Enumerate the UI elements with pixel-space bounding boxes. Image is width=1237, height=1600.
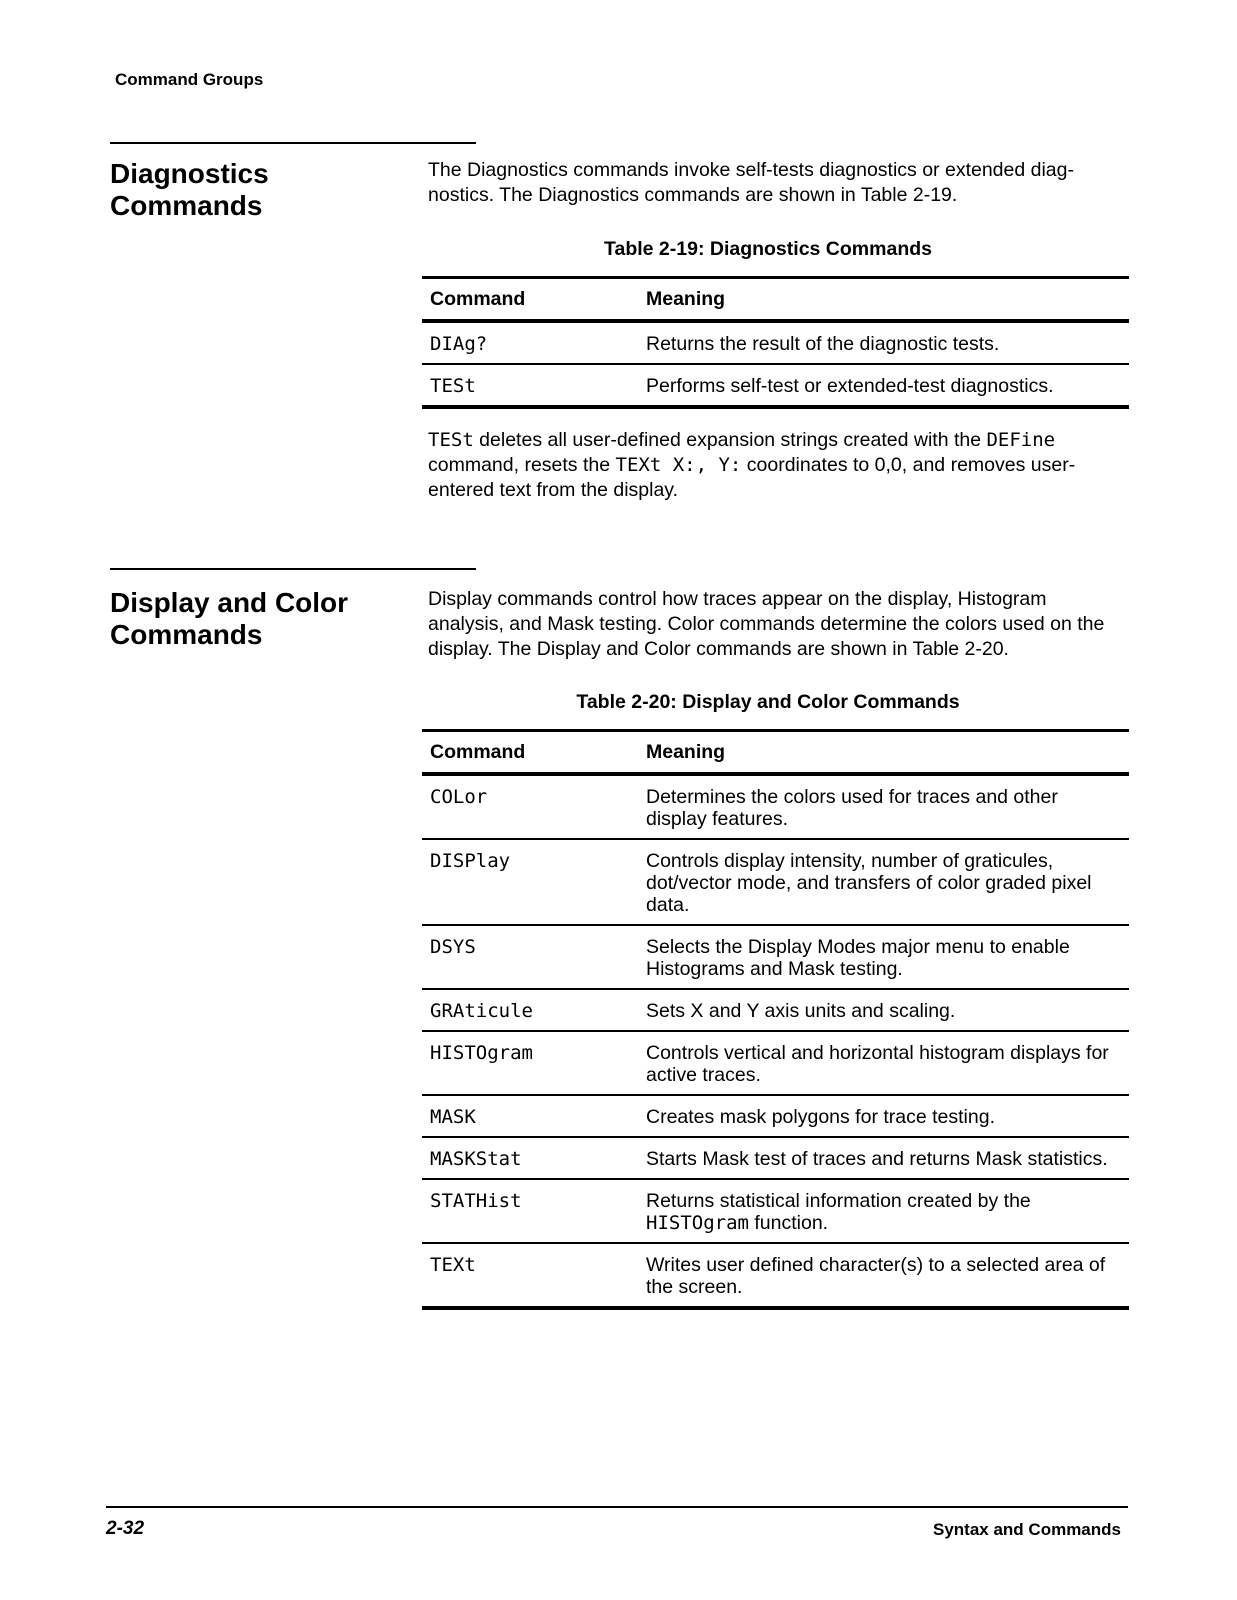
table-row (422, 1095, 1129, 1137)
table-header-row (422, 278, 1129, 322)
diagnostics-note-block (428, 428, 1108, 503)
table-row (422, 1243, 1129, 1308)
command-cell: STATHist (422, 1179, 638, 1243)
meaning-text: function. (748, 1212, 829, 1234)
inline-code: HISTOgram (646, 1212, 749, 1234)
display-title-line1: Display and Color (110, 587, 349, 618)
command-cell: HISTOgram (422, 1031, 638, 1095)
command-cell: TEXt (430, 1254, 476, 1276)
meaning-text: Returns statistical information created by the (646, 1190, 1031, 1212)
column-header-meaning: Meaning (638, 278, 1129, 322)
table-row (422, 839, 1129, 925)
display-table (422, 729, 1129, 1310)
meaning-cell: Selects the Display Modes major menu to enable Histograms and Mask testing. (638, 925, 1129, 989)
command-cell: COLor (422, 774, 638, 839)
section-divider (110, 142, 476, 144)
table-row (422, 925, 1129, 989)
page-number: 2-32 (106, 1518, 145, 1539)
table-row (422, 321, 1129, 364)
table-row (422, 774, 1129, 839)
table-row (422, 1031, 1129, 1095)
command-cell: DIAg? (422, 321, 638, 364)
table-row (422, 989, 1129, 1031)
footer-divider (106, 1506, 1128, 1508)
display-title-line2: Commands (110, 619, 263, 650)
meaning-cell: Controls vertical and horizontal histogram displays for active traces. (638, 1031, 1129, 1095)
command-cell: DISPlay (422, 839, 638, 925)
table-row (422, 364, 1129, 407)
diagnostics-note (428, 428, 1108, 503)
table-row (422, 1179, 1129, 1243)
diagnostics-table (422, 276, 1129, 409)
display-intro-block (428, 587, 1108, 662)
table-header-row (422, 731, 1129, 775)
column-header-command: Command (422, 278, 638, 322)
note-text: command, resets the (428, 454, 616, 476)
display-section-title (110, 587, 410, 651)
diagnostics-title-line2: Commands (110, 190, 263, 221)
footer-section-title: Syntax and Commands (933, 1520, 1121, 1539)
meaning-cell: Controls display intensity, number of graticules, dot/vector mode, and transfers of color graded pixel data. (638, 839, 1129, 925)
diagnostics-intro: The Diagnostics commands invoke self-tests diagnostics or extended diag-nostics. The Diagnostics commands are shown in Table 2-19. (428, 159, 1074, 206)
inline-code: TEXt X:, Y: (615, 454, 742, 476)
column-header-command: Command (422, 731, 638, 775)
command-cell: GRAticule (422, 989, 638, 1031)
column-header-meaning: Meaning (638, 731, 1129, 775)
meaning-cell (638, 1179, 1129, 1243)
diagnostics-title-line1: Diagnostics (110, 158, 269, 189)
diagnostics-table-caption: Table 2-19: Diagnostics Commands (604, 238, 932, 260)
note-text: coordinates to 0,0, and removes user-entered text from the display. (428, 454, 1076, 501)
table-row (422, 1137, 1129, 1179)
meaning-cell: Performs self-test or extended-test diagnostics. (646, 375, 1054, 397)
meaning-cell: Starts Mask test of traces and returns Mask statistics. (638, 1137, 1129, 1179)
display-table-caption: Table 2-20: Display and Color Commands (576, 691, 960, 713)
inline-code: DEFine (986, 429, 1056, 451)
note-text: deletes all user-defined expansion strings created with the (473, 429, 987, 451)
command-cell: MASKStat (422, 1137, 638, 1179)
diagnostics-section-title (110, 158, 410, 222)
running-head: Command Groups (115, 70, 264, 89)
meaning-cell: Writes user defined character(s) to a selected area of the screen. (646, 1254, 1106, 1298)
command-cell: DSYS (422, 925, 638, 989)
meaning-cell: Returns the result of the diagnostic tests. (638, 321, 1129, 364)
meaning-cell: Sets X and Y axis units and scaling. (638, 989, 1129, 1031)
inline-code: TESt (428, 429, 474, 451)
diagnostics-intro-block (428, 158, 1108, 208)
section-divider (110, 568, 476, 570)
command-cell: MASK (422, 1095, 638, 1137)
meaning-cell: Creates mask polygons for trace testing. (638, 1095, 1129, 1137)
command-cell: TESt (430, 375, 476, 397)
meaning-cell: Determines the colors used for traces and other display features. (638, 774, 1129, 839)
display-intro: Display commands control how traces appear on the display, Histogram analysis, and Mask testing. Color commands determine the colors used on the display. The Display and Color commands are shown in Table 2-20. (428, 588, 1105, 660)
